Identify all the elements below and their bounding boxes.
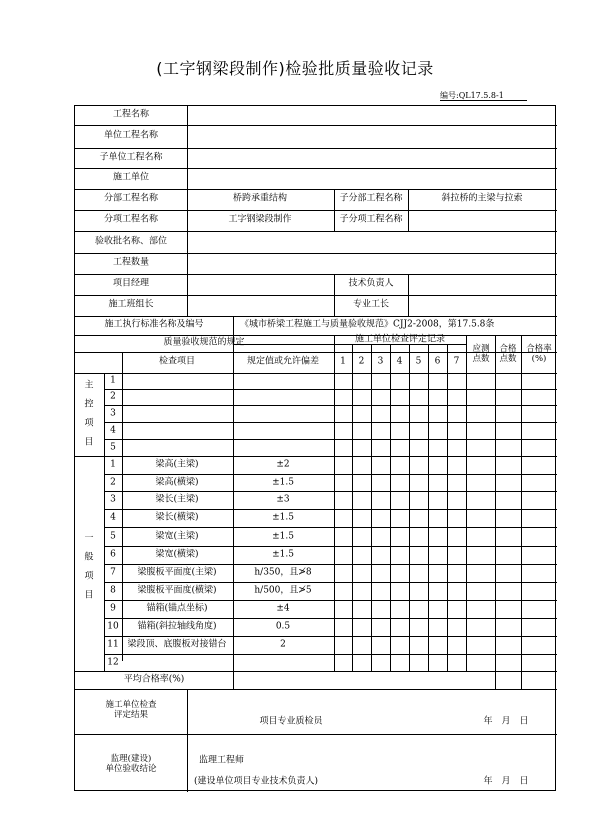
header-row-line	[75, 210, 557, 211]
division-mid-divider	[334, 189, 335, 231]
general-row-line	[104, 527, 557, 528]
general-row-no: 9	[110, 603, 116, 614]
main-control-label-char: 目	[84, 437, 94, 448]
check-col-line	[371, 344, 372, 671]
sub-item-project-label: 子分项工程名称	[339, 214, 403, 225]
should-count-header: 应测 点数	[472, 344, 490, 364]
check-col-4: 4	[396, 356, 403, 367]
form-code: 编号:QL17.5.8-1	[440, 91, 504, 100]
check-col-line	[352, 344, 353, 671]
item-project-value: 工字钢梁段制作	[228, 214, 292, 225]
general-row-line	[104, 474, 557, 475]
division-value: 桥跨承重结构	[232, 193, 288, 204]
general-bottom-line	[75, 671, 557, 672]
form-title: (工字钢梁段制作)检验批质量验收记录	[156, 59, 434, 78]
general-row-value: 2	[280, 639, 286, 650]
header-row-line	[75, 189, 557, 190]
main-control-label-char: 项	[84, 418, 94, 429]
inspection-form	[74, 105, 556, 791]
header-row-line	[75, 274, 557, 275]
main-row-line	[104, 389, 557, 390]
batch-name-label: 验收批名称、部位	[94, 236, 168, 247]
general-row-no: 2	[110, 477, 116, 487]
header-label-divider	[187, 106, 188, 316]
contractor-check-header: 施工单位检查评定记录	[354, 334, 446, 345]
code-underline	[440, 100, 527, 101]
supervisor-conclusion-label: 监理(建设) 单位验收结论	[105, 754, 157, 774]
general-row-item: 锚箱(斜拉轴线角度)	[137, 621, 217, 632]
avg-bottom-line	[75, 689, 557, 690]
section-divider	[75, 456, 557, 457]
general-label-char: 目	[84, 590, 94, 601]
standard-value: 《城市桥梁工程施工与质量验收规范》CJJ2-2008，第17.5.8条	[240, 319, 495, 330]
owner-tech-label: (建设单位项目专业技术负责人)	[194, 776, 319, 787]
check-col-line	[466, 335, 467, 671]
division-value-divider	[408, 189, 409, 231]
general-row-no: 3	[110, 494, 116, 505]
general-row-value: ±1.5	[272, 512, 294, 523]
pm-label: 项目经理	[112, 278, 150, 289]
check-item-header: 检查项目	[158, 356, 196, 367]
general-row-line	[104, 636, 557, 637]
pm-mid-divider	[334, 274, 335, 316]
sub-unit-project-label: 子单位工程名称	[99, 152, 163, 163]
general-label-char: 一	[84, 533, 94, 544]
general-row-line	[104, 618, 557, 619]
general-row-no: 12	[107, 657, 119, 667]
general-row-line	[104, 582, 557, 583]
general-row-no: 1	[110, 459, 116, 470]
general-row-no: 7	[110, 567, 116, 578]
general-row-no: 5	[110, 531, 116, 541]
crew-leader-label: 施工班组长	[108, 299, 154, 310]
general-row-line	[104, 491, 557, 492]
qc-inspector-label: 项目专业质检员	[259, 716, 323, 727]
main-row-line	[104, 422, 557, 423]
item-project-label: 分项工程名称	[103, 214, 159, 225]
general-row-item: 梁腹板平面度(横梁)	[137, 585, 217, 596]
pm-value-divider	[408, 274, 409, 316]
header-row-line	[75, 231, 557, 232]
check-col-7: 7	[453, 356, 460, 367]
item-col-line	[122, 352, 123, 661]
header-row-line	[75, 168, 557, 169]
foreman-label: 专业工长	[352, 299, 390, 310]
spec-header: 质量验收规范的规定	[163, 337, 245, 348]
header-row-line	[75, 295, 557, 296]
general-row-value: 0.5	[275, 621, 291, 632]
main-row-no-1: 1	[110, 375, 116, 386]
general-row-item: 梁长(主梁)	[155, 494, 199, 505]
header-row-line	[75, 125, 557, 126]
general-row-value: ±1.5	[272, 549, 294, 560]
division-label: 分部工程名称	[103, 193, 159, 204]
general-row-item: 梁腹板平面度(主梁)	[137, 567, 217, 578]
general-row-value: h/350，且≯8	[254, 567, 312, 578]
general-row-no: 11	[107, 639, 119, 650]
general-row-value: h/500，且≯5	[254, 585, 312, 596]
general-row-value: ±4	[276, 603, 290, 614]
general-row-item: 锚箱(锚点坐标)	[146, 603, 208, 614]
contractor-result-label: 施工单位检查 评定结果	[105, 700, 157, 720]
general-row-item: 梁宽(主梁)	[155, 531, 199, 541]
general-row-line	[104, 546, 557, 547]
header-row-line	[75, 148, 557, 149]
footer-mid-line	[75, 734, 557, 735]
date1: 年 月 日	[483, 716, 529, 727]
allowed-header: 规定值或允许偏差	[246, 356, 320, 367]
check-col-1: 1	[340, 356, 346, 367]
general-row-item: 梁高(主梁)	[155, 459, 199, 470]
main-control-label-char: 控	[84, 399, 94, 410]
standard-label: 施工执行标准名称及编号	[104, 319, 204, 330]
contractor-label: 施工单位	[112, 172, 150, 183]
main-row-no-5: 5	[110, 442, 116, 452]
header-row-line	[75, 316, 557, 317]
general-row-item: 梁段顶、底腹板对接错台	[127, 639, 227, 650]
pass-rate-header: 合格率 (%)	[526, 344, 552, 364]
general-row-line	[104, 654, 557, 655]
check-col-line	[409, 344, 410, 671]
general-row-item: 梁宽(横梁)	[155, 549, 199, 560]
main-row-no-4: 4	[110, 425, 116, 435]
general-row-value: ±2	[276, 459, 290, 470]
quantity-label: 工程数量	[112, 257, 150, 268]
general-row-line	[104, 564, 557, 565]
header-row-line	[75, 335, 557, 336]
header-row-line	[75, 373, 557, 374]
general-label-char: 般	[84, 552, 94, 563]
date2: 年 月 日	[483, 776, 529, 787]
general-row-no: 10	[107, 621, 119, 632]
check-col-5: 5	[415, 356, 422, 367]
avg-rate-label: 平均合格率(%)	[123, 674, 185, 685]
standard-label-divider	[233, 316, 234, 335]
general-label-char: 项	[84, 571, 94, 582]
check-col-line	[390, 344, 391, 671]
general-row-no: 8	[110, 585, 116, 596]
sub-division-label: 子分部工程名称	[339, 193, 403, 204]
main-control-label-char: 主	[84, 380, 94, 391]
tech-lead-label: 技术负责人	[348, 278, 394, 289]
no-col-line	[104, 373, 105, 671]
general-row-line	[104, 509, 557, 510]
general-row-value: ±1.5	[272, 531, 294, 541]
general-row-no: 4	[110, 512, 116, 523]
main-row-no-2: 2	[110, 391, 116, 402]
check-col-line	[447, 344, 448, 671]
main-row-line	[104, 439, 557, 440]
supervisor-engineer-label: 监理工程师	[199, 755, 245, 766]
pass-count-header: 合格 点数	[499, 344, 517, 364]
header-row-line	[75, 253, 557, 254]
check-col-line	[428, 344, 429, 671]
project-name-label: 工程名称	[112, 109, 150, 120]
check-col-6: 6	[434, 356, 441, 367]
general-row-item: 梁长(横梁)	[155, 512, 199, 523]
general-row-no: 6	[110, 549, 116, 560]
general-row-line	[104, 600, 557, 601]
check-col-line	[334, 335, 335, 671]
sub-division-value: 斜拉桥的主梁与拉索	[441, 193, 523, 204]
general-row-value: ±3	[276, 494, 290, 505]
footer-label-divider	[187, 689, 188, 792]
unit-project-label: 单位工程名称	[103, 130, 159, 141]
general-row-item: 梁高(横梁)	[155, 477, 199, 487]
main-row-line	[104, 405, 557, 406]
main-row-no-3: 3	[110, 408, 116, 418]
check-col-3: 3	[377, 356, 384, 367]
check-col-2: 2	[358, 356, 365, 367]
general-row-value: ±1.5	[272, 477, 294, 487]
